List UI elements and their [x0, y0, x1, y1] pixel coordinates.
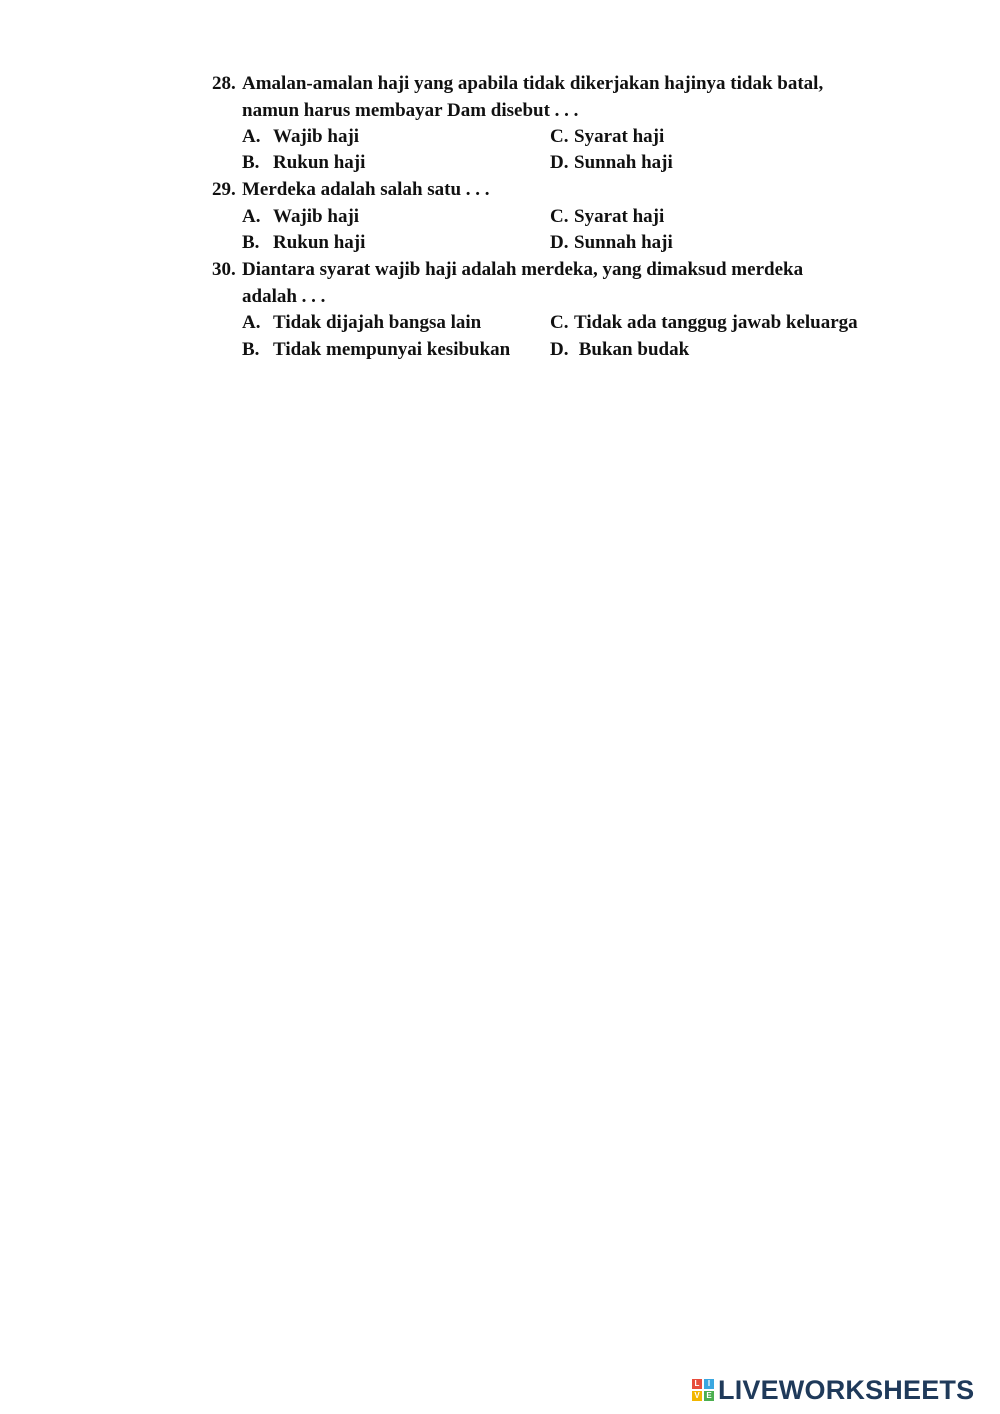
option-letter: C. [550, 126, 569, 147]
question-stem: Merdeka adalah salah satu . . . [242, 179, 490, 200]
option-text: Sunnah haji [574, 232, 673, 253]
logo-text: LIVEWORKSHEETS [718, 1374, 975, 1405]
option-text: Wajib haji [273, 126, 360, 147]
option-b[interactable] [242, 337, 510, 364]
option-a[interactable] [242, 310, 481, 337]
option-text: Tidak dijajah bangsa lain [273, 312, 482, 333]
option-text: Rukun haji [273, 152, 366, 173]
option-c[interactable] [550, 310, 858, 337]
option-letter: B. [242, 232, 260, 253]
option-d[interactable] [550, 230, 673, 257]
question-28 [212, 71, 824, 121]
option-a[interactable] [242, 124, 359, 151]
option-letter: D. [550, 152, 569, 173]
option-c[interactable] [550, 204, 664, 231]
option-text: Syarat haji [574, 126, 665, 147]
question-30 [212, 257, 804, 307]
option-letter: A. [242, 312, 261, 333]
question-stem: Amalan-amalan haji yang apabila tidak dikerjakan hajinya tidak batal, namun harus membayar Dam disebut . . . [242, 73, 824, 121]
logo-mark-e: E [704, 1391, 714, 1401]
option-letter: D. [550, 339, 569, 360]
option-text: Wajib haji [273, 206, 360, 227]
logo-mark-v: V [692, 1391, 702, 1401]
option-letter: B. [242, 152, 260, 173]
logo-mark-l: L [692, 1379, 702, 1389]
option-letter: D. [550, 232, 569, 253]
option-text: Sunnah haji [574, 152, 673, 173]
option-text: Bukan budak [574, 339, 690, 360]
option-d[interactable] [550, 337, 689, 364]
option-text: Syarat haji [574, 206, 665, 227]
option-b[interactable] [242, 230, 365, 257]
liveworksheets-logo[interactable] [692, 1376, 974, 1404]
option-letter: A. [242, 206, 261, 227]
option-letter: C. [550, 206, 569, 227]
question-stem: Diantara syarat wajib haji adalah merdeka, yang dimaksud merdeka adalah . . . [242, 259, 804, 307]
option-b[interactable] [242, 150, 365, 177]
option-text: Rukun haji [273, 232, 366, 253]
liveworksheets-logo-icon [692, 1379, 714, 1401]
option-d[interactable] [550, 150, 673, 177]
option-letter: C. [550, 312, 569, 333]
option-text: Tidak ada tanggug jawab keluarga [574, 312, 858, 333]
logo-mark-i: I [704, 1379, 714, 1389]
question-number: 28. [212, 73, 236, 94]
option-letter: A. [242, 126, 261, 147]
option-a[interactable] [242, 204, 359, 231]
option-text: Tidak mempunyai kesibukan [273, 339, 511, 360]
question-29 [212, 177, 490, 204]
option-c[interactable] [550, 124, 664, 151]
question-number: 30. [212, 259, 236, 280]
question-number: 29. [212, 179, 236, 200]
option-letter: B. [242, 339, 260, 360]
